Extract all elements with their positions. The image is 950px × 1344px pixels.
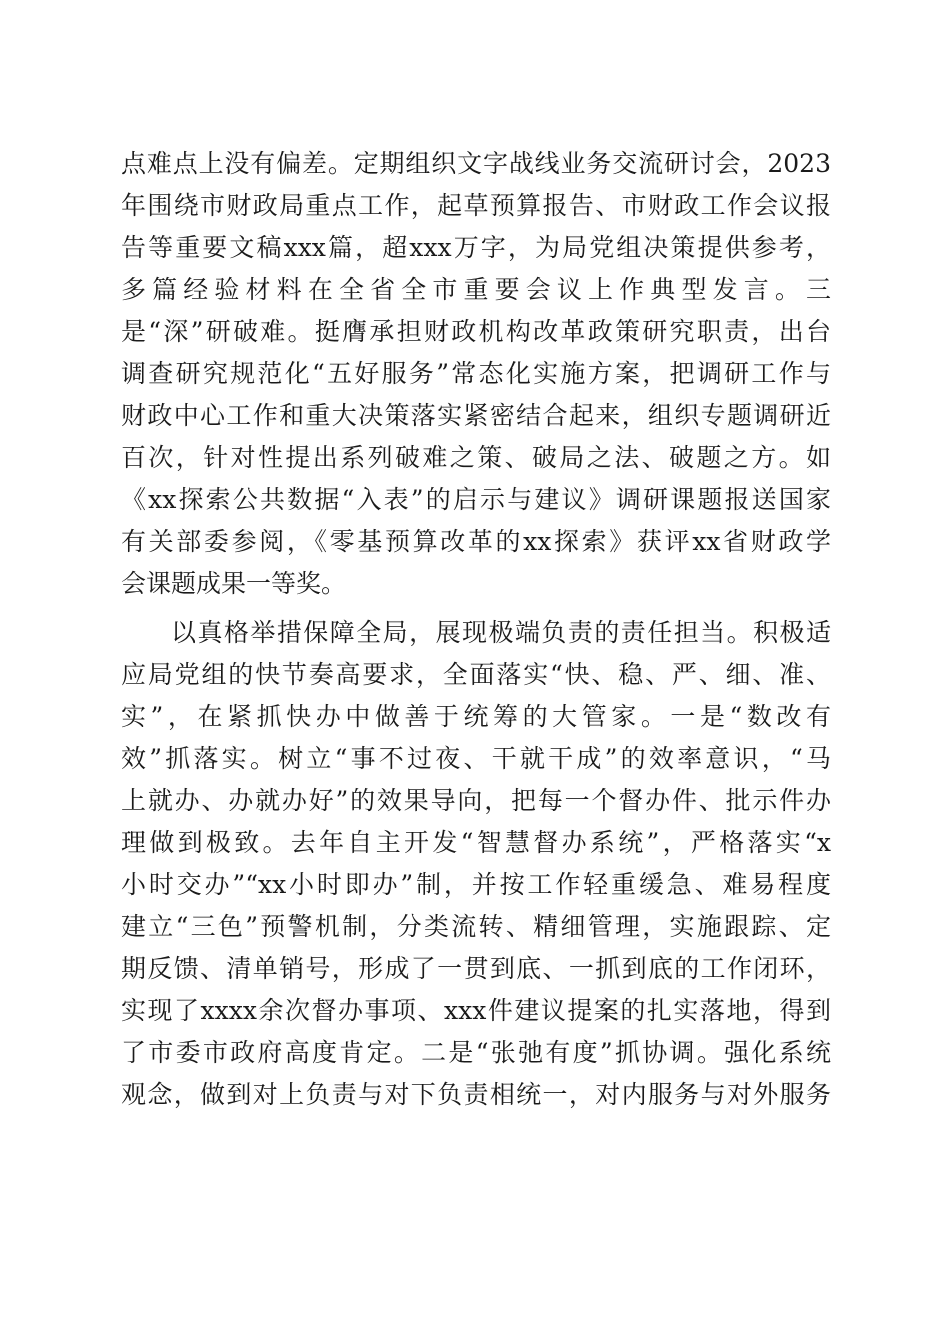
paragraph-line: 调查研究规范化“五好服务”常态化实施方案，把调研工作与 [121,359,831,388]
paragraph-line: 上就办、办就办好”的效果导向，把每一个督办件、批示件办 [121,786,831,815]
paragraph-line: 财政中心工作和重大决策落实紧密结合起来，组织专题调研近 [121,401,831,430]
paragraph-2 [121,612,831,1116]
paragraph-line: 观念，做到对上负责与对下负责相统一，对内服务与对外服务 [121,1080,831,1109]
paragraph-line: 建立“三色”预警机制，分类流转、精细管理，实施跟踪、定 [121,912,831,941]
paragraph-line: 实”，在紧抓快办中做善于统筹的大管家。一是“数改有 [121,702,831,731]
paragraph-line: 《xx探索公共数据“入表”的启示与建议》调研课题报送国家 [121,485,831,514]
paragraph-line: 效”抓落实。树立“事不过夜、干就干成”的效率意识，“马 [121,744,831,773]
paragraph-line: 小时交办”“xx小时即办”制，并按工作轻重缓急、难易程度 [121,870,831,899]
paragraph-line: 有关部委参阅，《零基预算改革的xx探索》获评xx省财政学 [121,527,831,556]
paragraph-line: 会课题成果一等奖。 [121,569,347,598]
paragraph-line: 年围绕市财政局重点工作，起草预算报告、市财政工作会议报 [121,191,831,220]
paragraph-line: 实现了xxxx余次督办事项、xxx件建议提案的扎实落地，得到 [121,996,831,1025]
paragraph-line: 以真格举措保障全局，展现极端负责的责任担当。积极适 [171,618,831,647]
paragraph-line: 应局党组的快节奏高要求，全面落实“快、稳、严、细、准、 [121,660,831,689]
paragraph-line: 是“深”研破难。挺膺承担财政机构改革政策研究职责，出台 [121,317,831,346]
paragraph-line: 百次，针对性提出系列破难之策、破局之法、破题之方。如 [121,443,831,472]
paragraph-line: 多篇经验材料在全省全市重要会议上作典型发言。三 [121,275,831,304]
paragraph-line: 期反馈、清单销号，形成了一贯到底、一抓到底的工作闭环， [121,954,831,983]
paragraph-line: 了市委市政府高度肯定。二是“张弛有度”抓协调。强化系统 [121,1038,831,1067]
paragraph-1 [121,143,831,605]
paragraph-line: 告等重要文稿xxx篇，超xxx万字，为局党组决策提供参考， [121,233,831,262]
paragraph-line: 理做到极致。去年自主开发“智慧督办系统”，严格落实“x [121,828,831,857]
paragraph-line: 点难点上没有偏差。定期组织文字战线业务交流研讨会，2023 [121,149,831,178]
